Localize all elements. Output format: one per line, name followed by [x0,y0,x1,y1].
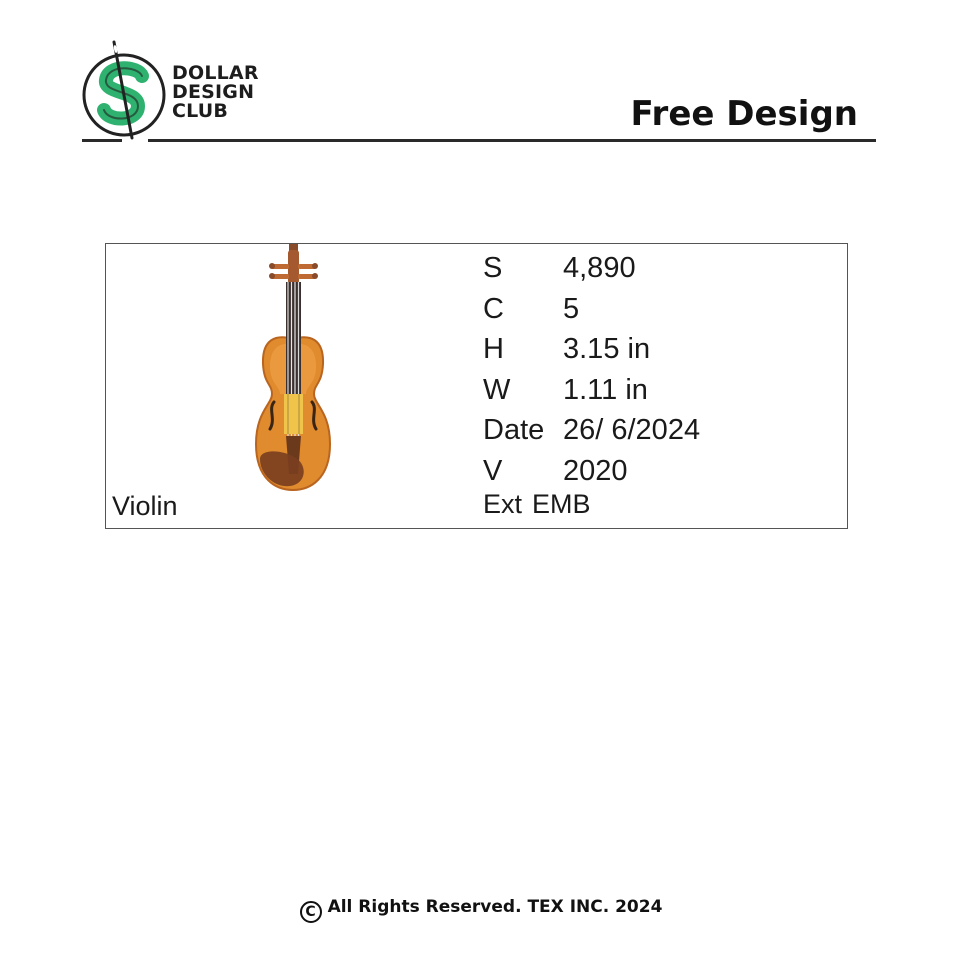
spec-key: C [483,292,504,325]
spec-value: EMB [532,489,591,519]
spec-key: V [483,454,503,487]
violin-embroidery-icon [246,244,341,494]
spec-row-colors [483,289,700,330]
spec-value: 4,890 [563,252,636,284]
spec-value: 3.15 in [563,333,651,365]
dollar-needle-icon [80,40,170,140]
spec-row-stitches [483,248,700,289]
spec-key: H [483,333,504,365]
spec-value: 5 [563,292,580,325]
spec-value: 1.11 in [563,373,648,406]
spec-row-date [483,410,700,451]
brand-name [172,64,259,121]
spec-value: 2020 [563,454,628,487]
spec-row-height [483,329,700,370]
copyright-text: All Rights Reserved. TEX INC. 2024 [327,897,663,917]
brand-name-line-3: CLUB [172,100,229,122]
spec-row-version [483,451,700,492]
brand-logo [80,40,280,140]
spec-value: 26/ 6/2024 [563,414,701,446]
page-title: Free Design [630,94,858,134]
design-specs [483,248,700,491]
spec-key: S [483,252,503,284]
header-divider-left [82,139,122,142]
spec-key: Date [483,414,545,446]
design-name: Violin [112,491,178,521]
brand-name-line-2: DESIGN [172,81,255,103]
design-info-card [105,243,848,529]
spec-row-width [483,370,700,411]
brand-name-line-1: DOLLAR [172,62,259,84]
spec-key: W [483,373,511,406]
copyright-icon: C [300,901,322,923]
copyright-footer [0,897,962,923]
spec-key: Ext [483,489,523,519]
header-divider [148,139,876,142]
spec-row-extension [483,489,591,520]
